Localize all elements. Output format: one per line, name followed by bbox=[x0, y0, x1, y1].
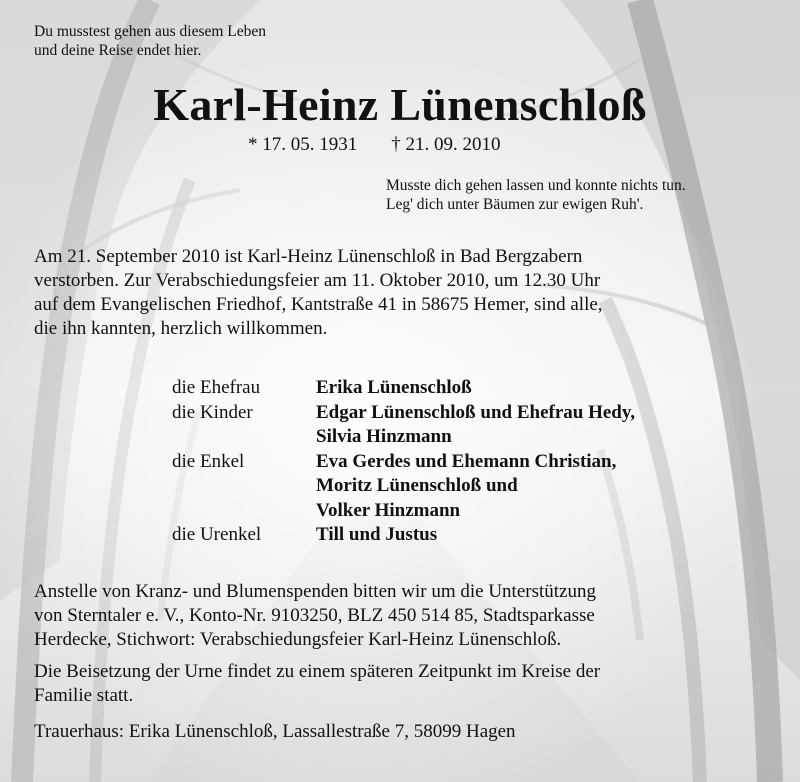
family-name-line: Eva Gerdes und Ehemann Christian, bbox=[316, 450, 617, 472]
birth-date: * 17. 05. 1931 bbox=[248, 134, 358, 155]
family-names bbox=[316, 523, 437, 548]
life-dates bbox=[248, 134, 501, 156]
family-name-line: Volker Hinzmann bbox=[316, 499, 461, 521]
family-name-line: Edgar Lünenschloß und Ehefrau Hedy, bbox=[316, 401, 636, 423]
opening-quote bbox=[34, 22, 266, 60]
opening-quote-line: und deine Reise endet hier. bbox=[34, 42, 202, 59]
burial-paragraph bbox=[34, 660, 774, 708]
text-line: Die Beisetzung der Urne findet zu einem späteren Zeitpunkt im Kreise der bbox=[34, 661, 601, 682]
closing-quote-line: Musste dich gehen lassen und konnte nichts tun. bbox=[386, 177, 686, 194]
family-name-line: Silvia Hinzmann bbox=[316, 426, 452, 447]
family-row bbox=[172, 376, 635, 401]
closing-quote bbox=[386, 176, 686, 214]
text-line: von Sterntaler e. V., Konto-Nr. 9103250, BLZ 450 514 85, Stadtsparkasse bbox=[34, 605, 595, 626]
mourning-house-line: Trauerhaus: Erika Lünenschloß, Lassallestraße 7, 58099 Hagen bbox=[34, 721, 516, 742]
family-role: die Kinder bbox=[172, 401, 253, 423]
family-names bbox=[316, 376, 472, 401]
text-line: Am 21. September 2010 ist Karl-Heinz Lünenschloß in Bad Bergzabern bbox=[34, 246, 583, 267]
text-line: Anstelle von Kranz- und Blumenspenden bitten wir um die Unterstützung bbox=[34, 581, 596, 602]
family-name-line: Erika Lünenschloß bbox=[316, 377, 472, 398]
family-names bbox=[316, 450, 616, 524]
text-line: verstorben. Zur Verabschiedungsfeier am 11. Oktober 2010, um 12.30 Uhr bbox=[34, 270, 601, 291]
opening-quote-line: Du musstest gehen aus diesem Leben bbox=[34, 23, 267, 40]
family-role: die Enkel bbox=[172, 450, 245, 472]
family-list bbox=[172, 376, 635, 548]
text-line: Herdecke, Stichwort: Verabschiedungsfeier Karl-Heinz Lünenschloß. bbox=[34, 629, 562, 650]
family-row bbox=[172, 401, 635, 450]
donation-paragraph bbox=[34, 580, 774, 652]
family-name-line: Moritz Lünenschloß und bbox=[316, 475, 518, 496]
family-row bbox=[172, 450, 635, 524]
family-role: die Ehefrau bbox=[172, 377, 261, 398]
death-date: † 21. 09. 2010 bbox=[391, 134, 501, 155]
text-line: Familie statt. bbox=[34, 685, 134, 706]
text-line: die ihn kannten, herzlich willkommen. bbox=[34, 318, 328, 339]
closing-quote-line: Leg' dich unter Bäumen zur ewigen Ruh'. bbox=[386, 196, 644, 213]
family-names bbox=[316, 401, 635, 450]
family-name-line: Till und Justus bbox=[316, 524, 438, 545]
family-role: die Urenkel bbox=[172, 524, 262, 545]
deceased-name: Karl-Heinz Lünenschloß bbox=[153, 79, 647, 130]
announcement-paragraph bbox=[34, 245, 774, 341]
family-row bbox=[172, 523, 635, 548]
text-line: auf dem Evangelischen Friedhof, Kantstraße 41 in 58675 Hemer, sind alle, bbox=[34, 294, 603, 315]
